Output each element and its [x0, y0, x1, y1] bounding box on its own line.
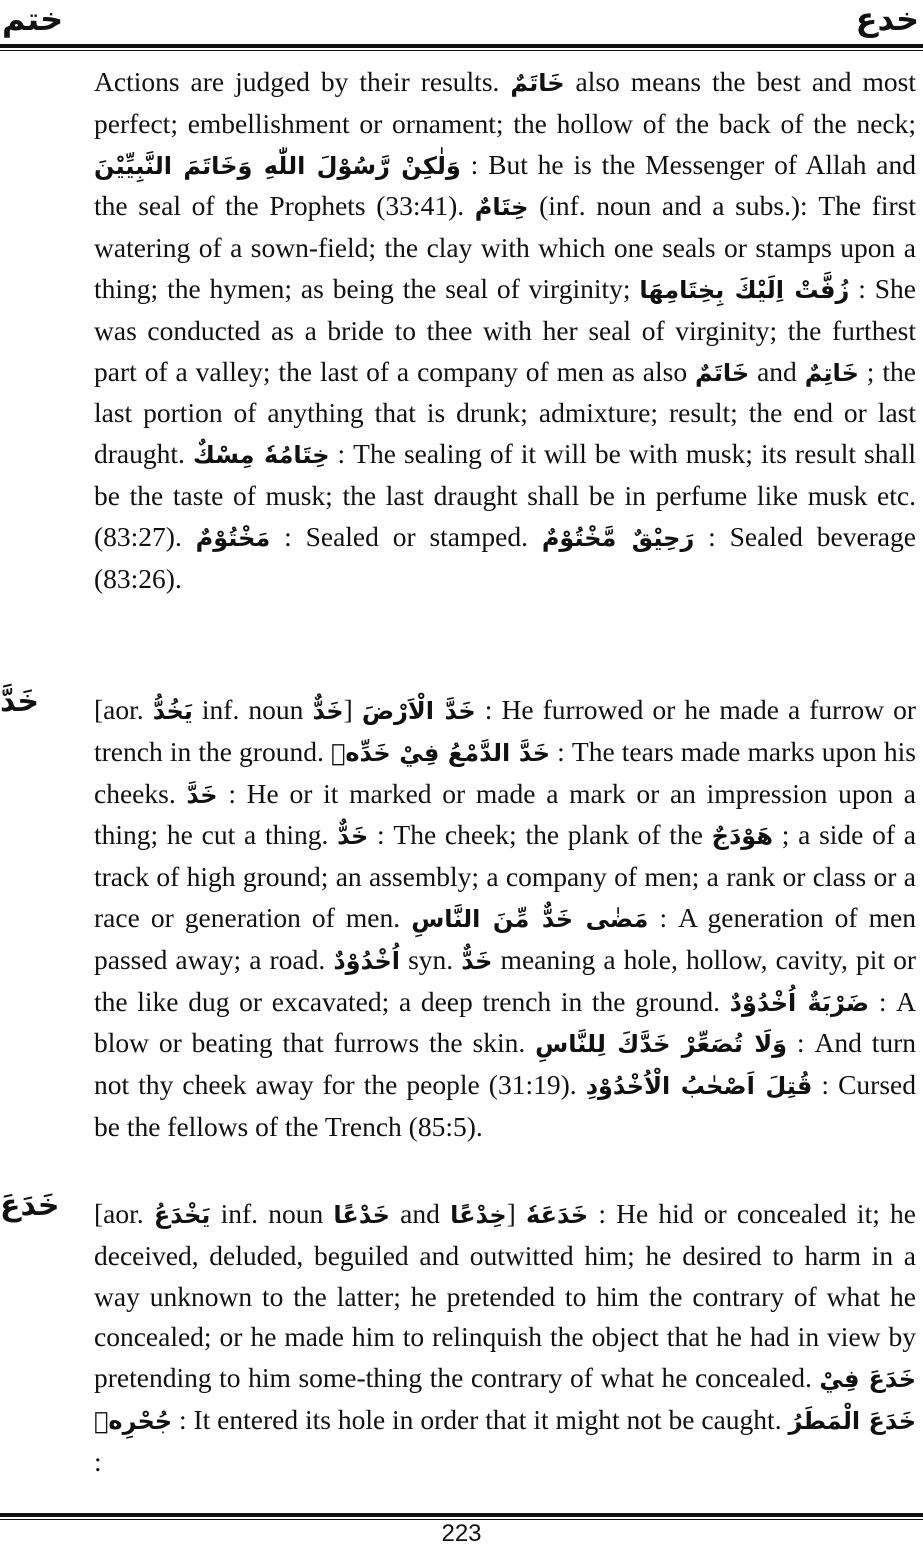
arabic-term: خَاتَمٌ: [695, 358, 750, 387]
definition-text: inf. noun: [192, 694, 313, 725]
entry-khadaa: [94, 1194, 916, 1483]
definition-text: : But he is the Messenger of Allah and the seal of the Prophets (33:41).: [94, 148, 916, 222]
arabic-term: اُخْدُوْدٌ: [333, 946, 400, 975]
arabic-term: خِتَامٌ: [474, 193, 529, 222]
definition-text: : And turn not thy cheek away for the people (31:19).: [94, 1027, 916, 1101]
arabic-term: وَلَا تُصَعِّرْ خَدَّكَ لِلنَّاسِ: [535, 1030, 788, 1059]
definition-text: [aor.: [94, 694, 153, 725]
definition-text: : He or it marked or made a mark or an impression upon a thing; he cut a thing.: [94, 777, 916, 851]
arabic-term: خَاتِمٌ: [804, 358, 859, 387]
top-rule: [0, 44, 923, 48]
definition-text: meaning a hole, hollow, cavity, pit or the like dug or excavated; a deep trench in the ground.: [94, 943, 917, 1017]
definition-text: : Sealed or stamped.: [270, 520, 542, 552]
definition-text: : He furrowed or he made a furrow or trench in the ground.: [94, 694, 916, 767]
definition-text: : A generation of men passed away; a road.: [94, 901, 916, 975]
definition-text: :: [94, 1445, 102, 1477]
arabic-term: خِدْعًا: [450, 1201, 507, 1229]
arabic-term: هَوْدَجٌ: [711, 822, 773, 851]
arabic-term: زُفَّتْ اِلَيْكَ بِخِتَامِهَا: [639, 275, 850, 304]
definition-text: : Cursed be the fellows of the Trench (85:5).: [94, 1069, 916, 1142]
definition-text: ]: [506, 1198, 527, 1229]
bottom-rule: [0, 1513, 923, 1517]
entry-text: [94, 1194, 916, 1483]
definition-text: : He hid or concealed it; he deceived, deluded, beguiled and outwitted him; he desired to harm in a way unknown to the latter; he pretended to him the contrary of what he concealed; or he made him to relinquish the object that he had in view by pretending to him some-thing the contrary of what he concealed.: [94, 1198, 916, 1394]
definition-text: and: [389, 1198, 451, 1229]
arabic-term: مَضٰى خَدٌّ مِّنَ النَّاسِ: [411, 904, 649, 933]
definition-text: ]: [343, 694, 362, 725]
definition-text: ; the last portion of anything that is drunk; admixture; result; the end or last draught.: [94, 355, 916, 470]
definition-text: : The tears made marks upon his cheeks.: [94, 735, 917, 809]
arabic-term: وَلٰكِنْ رَّسُوْلَ اللّٰهِ وَخَاتَمَ النَّبِيِّيْنَ: [94, 151, 461, 180]
definition-text: : It entered its hole in order that it might not be caught.: [172, 1403, 789, 1435]
arabic-term: خَدْعًا: [333, 1201, 390, 1229]
entry-khatam-continued: [94, 62, 916, 599]
entry-text: [94, 62, 916, 599]
definition-text: [aor.: [94, 1198, 154, 1229]
headword-khadda: خَدَّ: [0, 684, 39, 719]
arabic-term: خَدَعَهٗ: [526, 1201, 589, 1229]
arabic-term: خَدَّ: [186, 780, 218, 809]
arabic-term: خَاتَمٌ: [510, 69, 565, 97]
arabic-term: مَخْتُوْمٌ: [195, 523, 271, 552]
running-head-right: خدع: [855, 0, 919, 38]
definition-text: inf. noun: [210, 1198, 334, 1229]
arabic-term: قُتِلَ اَصْحٰبُ الْاُخْدُوْدِ: [585, 1072, 813, 1101]
arabic-term: يَخْدَعُ: [153, 1201, 211, 1229]
arabic-term: خَدٌّ: [461, 946, 493, 975]
definition-text: ; a side of a track of high ground; an assembly; a company of men; a rank or class or a race or generation of men.: [94, 819, 916, 933]
page-number: 223: [441, 1520, 482, 1547]
arabic-term: رَحِيْقٌ مَّخْتُوْمٌ: [541, 523, 695, 552]
arabic-term: خَدَعَ فِيْ جُحْرِهٖ: [94, 1365, 916, 1435]
arabic-term: ضَرْبَةٌ اُخْدُوْدٌ: [729, 988, 870, 1017]
headword-khadaa: خَدَعَ: [0, 1188, 60, 1223]
entry-khadda: [94, 690, 916, 1148]
definition-text: also means the best and most perfect; embellishment or ornament; the hollow of the back of the neck;: [94, 66, 916, 139]
arabic-term: خَدَعَ الْمَطَرُ: [788, 1406, 917, 1435]
definition-text: : Sealed beverage (83:26).: [94, 520, 916, 594]
definition-text: Actions are judged by their results.: [94, 66, 511, 97]
running-head-left: ختم: [2, 0, 64, 38]
definition-text: (inf. noun and a subs.): The first watering of a sown-field; the clay with which one seals or stamps upon a thing; the hymen; as being the seal of virginity;: [94, 190, 917, 304]
arabic-term: خَدَّ الْاَرْضَ: [361, 697, 476, 725]
arabic-term: خَدَّ الدَّمْعُ فِيْ خَدِّهٖ: [330, 738, 551, 767]
entry-text: [94, 690, 916, 1148]
definition-text: : The sealing of it will be with musk; its result shall be the taste of musk; the last draught shall be in perfume like musk etc. (83:27).: [94, 438, 916, 552]
definition-text: : A blow or beating that furrows the skin.: [94, 985, 917, 1059]
arabic-term: خِتَامُهٗ مِسْكٌ: [192, 441, 330, 470]
arabic-term: خَدٌّ: [337, 822, 369, 851]
definition-text: and: [749, 355, 805, 387]
arabic-term: خَدٌّ: [312, 697, 344, 725]
definition-text: : She was conducted as a bride to thee with her seal of virginity; the furthest part of a valley; the last of a company of men as also: [94, 272, 916, 387]
arabic-term: يَخُدُّ: [152, 697, 193, 725]
top-rule-thin: [0, 50, 923, 51]
definition-text: : The cheek; the plank of the: [368, 819, 712, 851]
definition-text: syn.: [399, 943, 462, 975]
